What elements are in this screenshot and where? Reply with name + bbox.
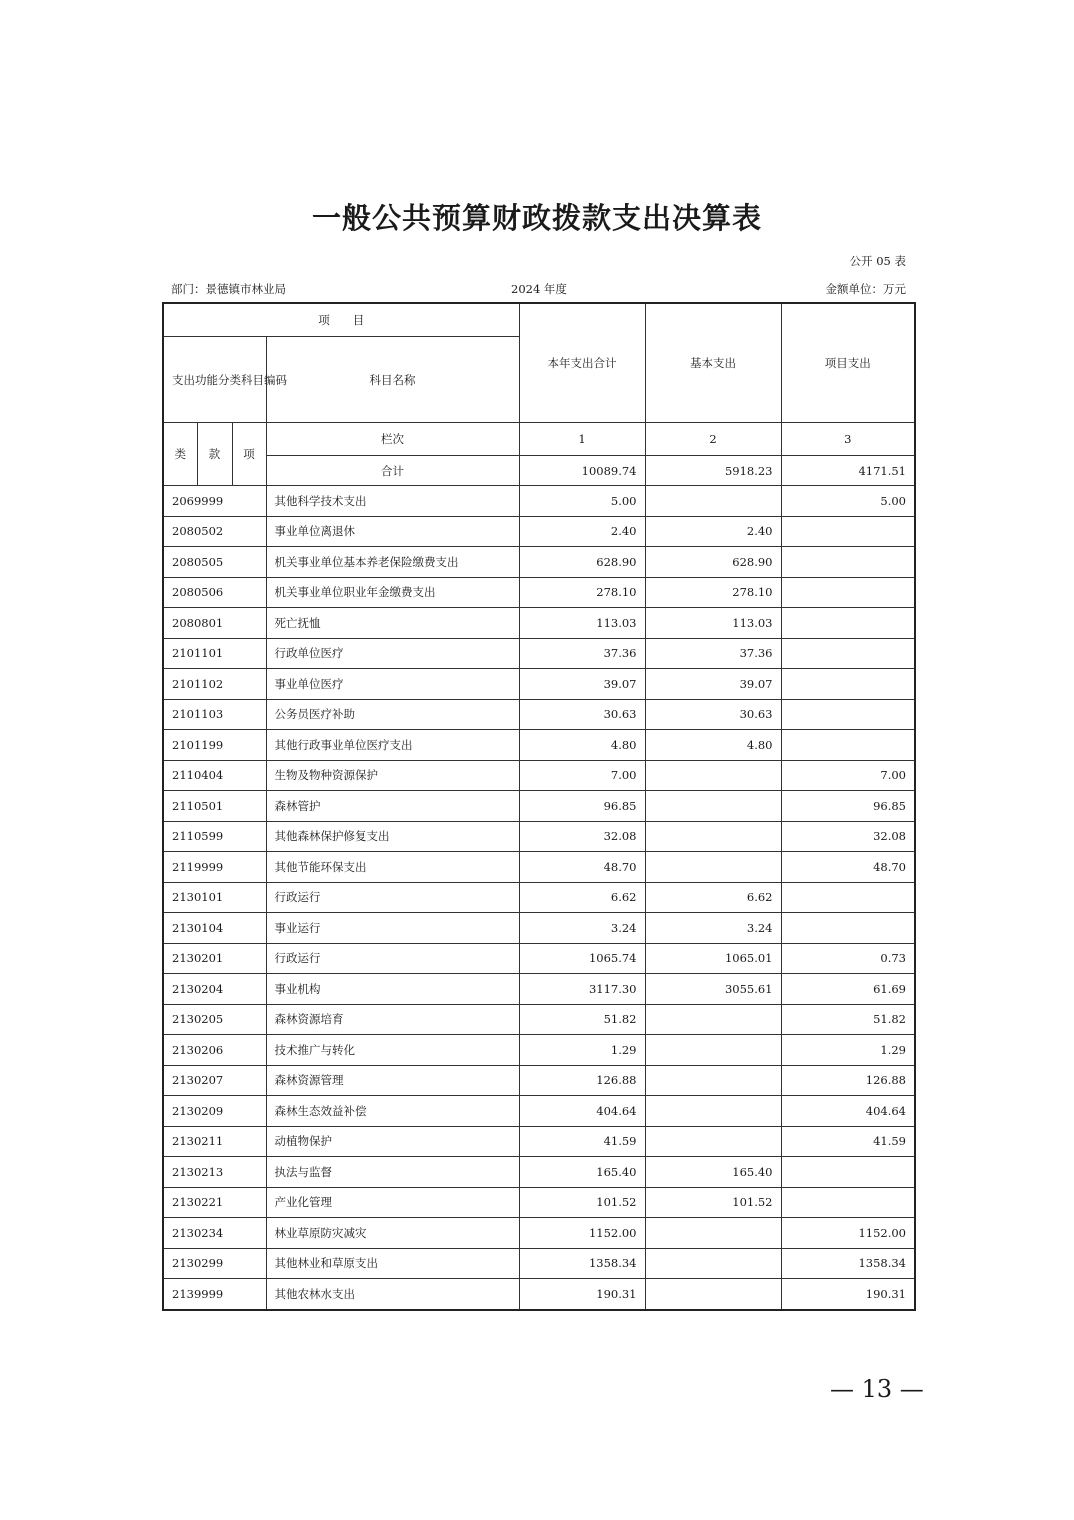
table-row bbox=[163, 1096, 915, 1127]
header-total: 本年支出合计 bbox=[519, 303, 645, 423]
row-name: 其他森林保护修复支出 bbox=[266, 821, 519, 852]
row-basic-amount bbox=[645, 1218, 781, 1249]
table-row bbox=[163, 638, 915, 669]
row-name: 机关事业单位基本养老保险缴费支出 bbox=[266, 547, 519, 578]
table-row bbox=[163, 882, 915, 913]
row-name: 生物及物种资源保护 bbox=[266, 760, 519, 791]
row-basic-amount bbox=[645, 852, 781, 883]
row-code: 2101103 bbox=[163, 699, 266, 730]
row-project-amount: 32.08 bbox=[781, 821, 915, 852]
table-row bbox=[163, 1187, 915, 1218]
row-project-amount bbox=[781, 516, 915, 547]
table-row bbox=[163, 821, 915, 852]
row-basic-amount bbox=[645, 1035, 781, 1066]
row-total-amount: 4.80 bbox=[519, 730, 645, 761]
row-code: 2119999 bbox=[163, 852, 266, 883]
header-basic: 基本支出 bbox=[645, 303, 781, 423]
row-project-amount bbox=[781, 1157, 915, 1188]
row-project-amount bbox=[781, 608, 915, 639]
row-project-amount: 5.00 bbox=[781, 486, 915, 517]
header-kuan: 款 bbox=[197, 423, 232, 486]
row-code: 2110404 bbox=[163, 760, 266, 791]
totals-label: 合计 bbox=[266, 456, 519, 486]
table-row bbox=[163, 1218, 915, 1249]
header-row-item bbox=[163, 303, 915, 337]
table-row bbox=[163, 1004, 915, 1035]
row-name: 其他林业和草原支出 bbox=[266, 1248, 519, 1279]
row-name: 森林资源培育 bbox=[266, 1004, 519, 1035]
table-row bbox=[163, 577, 915, 608]
row-basic-amount bbox=[645, 486, 781, 517]
row-name: 公务员医疗补助 bbox=[266, 699, 519, 730]
row-total-amount: 7.00 bbox=[519, 760, 645, 791]
row-code: 2130201 bbox=[163, 943, 266, 974]
row-total-amount: 1152.00 bbox=[519, 1218, 645, 1249]
column-index-3: 3 bbox=[781, 423, 915, 456]
row-basic-amount bbox=[645, 1065, 781, 1096]
row-code: 2130205 bbox=[163, 1004, 266, 1035]
totals-project: 4171.51 bbox=[781, 456, 915, 486]
row-name: 其他节能环保支出 bbox=[266, 852, 519, 883]
row-total-amount: 1065.74 bbox=[519, 943, 645, 974]
table-row bbox=[163, 516, 915, 547]
row-project-amount: 7.00 bbox=[781, 760, 915, 791]
row-basic-amount: 3.24 bbox=[645, 913, 781, 944]
totals-total: 10089.74 bbox=[519, 456, 645, 486]
row-total-amount: 126.88 bbox=[519, 1065, 645, 1096]
row-name: 森林资源管理 bbox=[266, 1065, 519, 1096]
row-name: 死亡抚恤 bbox=[266, 608, 519, 639]
row-name: 行政运行 bbox=[266, 943, 519, 974]
row-basic-amount: 278.10 bbox=[645, 577, 781, 608]
row-basic-amount: 37.36 bbox=[645, 638, 781, 669]
table-row bbox=[163, 913, 915, 944]
row-basic-amount bbox=[645, 1248, 781, 1279]
row-name: 产业化管理 bbox=[266, 1187, 519, 1218]
row-name: 事业单位离退休 bbox=[266, 516, 519, 547]
row-basic-amount: 4.80 bbox=[645, 730, 781, 761]
row-total-amount: 278.10 bbox=[519, 577, 645, 608]
table-row bbox=[163, 699, 915, 730]
row-total-amount: 628.90 bbox=[519, 547, 645, 578]
row-total-amount: 2.40 bbox=[519, 516, 645, 547]
row-total-amount: 30.63 bbox=[519, 699, 645, 730]
page-number: — 13 — bbox=[830, 1375, 924, 1403]
row-code: 2101101 bbox=[163, 638, 266, 669]
row-name: 森林生态效益补偿 bbox=[266, 1096, 519, 1127]
row-basic-amount bbox=[645, 1279, 781, 1310]
row-code: 2110599 bbox=[163, 821, 266, 852]
row-code: 2130204 bbox=[163, 974, 266, 1005]
row-name: 技术推广与转化 bbox=[266, 1035, 519, 1066]
row-project-amount: 1358.34 bbox=[781, 1248, 915, 1279]
budget-table-body bbox=[163, 303, 915, 1310]
row-name: 机关事业单位职业年金缴费支出 bbox=[266, 577, 519, 608]
row-basic-amount: 2.40 bbox=[645, 516, 781, 547]
table-row bbox=[163, 1279, 915, 1310]
table-row bbox=[163, 760, 915, 791]
row-project-amount: 51.82 bbox=[781, 1004, 915, 1035]
row-name: 动植物保护 bbox=[266, 1126, 519, 1157]
column-index-1: 1 bbox=[519, 423, 645, 456]
row-total-amount: 101.52 bbox=[519, 1187, 645, 1218]
currency-unit-label: 金额单位：万元 bbox=[825, 282, 906, 296]
row-total-amount: 165.40 bbox=[519, 1157, 645, 1188]
row-total-amount: 1.29 bbox=[519, 1035, 645, 1066]
header-name: 科目名称 bbox=[266, 337, 519, 423]
row-project-amount bbox=[781, 913, 915, 944]
row-name: 其他农林水支出 bbox=[266, 1279, 519, 1310]
table-row bbox=[163, 943, 915, 974]
table-row bbox=[163, 1157, 915, 1188]
totals-basic: 5918.23 bbox=[645, 456, 781, 486]
table-row bbox=[163, 852, 915, 883]
row-name: 其他科学技术支出 bbox=[266, 486, 519, 517]
row-code: 2110501 bbox=[163, 791, 266, 822]
row-project-amount: 0.73 bbox=[781, 943, 915, 974]
header-xiang: 项 bbox=[232, 423, 266, 486]
row-project-amount: 1.29 bbox=[781, 1035, 915, 1066]
row-total-amount: 5.00 bbox=[519, 486, 645, 517]
row-code: 2101102 bbox=[163, 669, 266, 700]
table-row bbox=[163, 1035, 915, 1066]
row-total-amount: 113.03 bbox=[519, 608, 645, 639]
row-project-amount: 61.69 bbox=[781, 974, 915, 1005]
row-basic-amount: 3055.61 bbox=[645, 974, 781, 1005]
row-name: 森林管护 bbox=[266, 791, 519, 822]
department-label: 部门：景德镇市林业局 bbox=[171, 282, 286, 296]
row-code: 2130299 bbox=[163, 1248, 266, 1279]
row-total-amount: 32.08 bbox=[519, 821, 645, 852]
row-basic-amount bbox=[645, 1096, 781, 1127]
row-code: 2130221 bbox=[163, 1187, 266, 1218]
totals-row bbox=[163, 456, 915, 486]
row-basic-amount: 30.63 bbox=[645, 699, 781, 730]
header-item: 项 目 bbox=[163, 303, 519, 337]
row-code: 2080506 bbox=[163, 577, 266, 608]
row-code: 2130211 bbox=[163, 1126, 266, 1157]
row-basic-amount: 6.62 bbox=[645, 882, 781, 913]
row-project-amount: 404.64 bbox=[781, 1096, 915, 1127]
row-project-amount: 1152.00 bbox=[781, 1218, 915, 1249]
table-row bbox=[163, 547, 915, 578]
row-basic-amount: 1065.01 bbox=[645, 943, 781, 974]
row-project-amount bbox=[781, 669, 915, 700]
row-basic-amount bbox=[645, 791, 781, 822]
table-row bbox=[163, 486, 915, 517]
form-number: 公开 05 表 bbox=[849, 254, 906, 268]
row-project-amount: 126.88 bbox=[781, 1065, 915, 1096]
row-total-amount: 37.36 bbox=[519, 638, 645, 669]
row-code: 2139999 bbox=[163, 1279, 266, 1310]
row-project-amount bbox=[781, 638, 915, 669]
row-name: 事业运行 bbox=[266, 913, 519, 944]
row-basic-amount: 39.07 bbox=[645, 669, 781, 700]
row-basic-amount: 628.90 bbox=[645, 547, 781, 578]
row-basic-amount bbox=[645, 760, 781, 791]
row-basic-amount: 113.03 bbox=[645, 608, 781, 639]
table-row bbox=[163, 1248, 915, 1279]
row-project-amount bbox=[781, 730, 915, 761]
row-total-amount: 51.82 bbox=[519, 1004, 645, 1035]
header-code: 支出功能分类科目编码 bbox=[163, 337, 266, 423]
row-code: 2130213 bbox=[163, 1157, 266, 1188]
row-project-amount: 41.59 bbox=[781, 1126, 915, 1157]
row-total-amount: 48.70 bbox=[519, 852, 645, 883]
row-name: 林业草原防灾减灾 bbox=[266, 1218, 519, 1249]
page-title: 一般公共预算财政拨款支出决算表 bbox=[311, 201, 762, 235]
row-basic-amount bbox=[645, 821, 781, 852]
table-row bbox=[163, 1126, 915, 1157]
row-total-amount: 41.59 bbox=[519, 1126, 645, 1157]
header-row-column-index bbox=[163, 423, 915, 456]
row-code: 2080505 bbox=[163, 547, 266, 578]
row-basic-amount bbox=[645, 1004, 781, 1035]
table-row bbox=[163, 974, 915, 1005]
table-row bbox=[163, 791, 915, 822]
row-total-amount: 96.85 bbox=[519, 791, 645, 822]
row-name: 事业机构 bbox=[266, 974, 519, 1005]
row-project-amount bbox=[781, 547, 915, 578]
row-project-amount: 48.70 bbox=[781, 852, 915, 883]
row-code: 2101199 bbox=[163, 730, 266, 761]
column-index-label: 栏次 bbox=[266, 423, 519, 456]
row-project-amount bbox=[781, 1187, 915, 1218]
row-code: 2130104 bbox=[163, 913, 266, 944]
row-project-amount bbox=[781, 699, 915, 730]
row-name: 行政单位医疗 bbox=[266, 638, 519, 669]
row-code: 2130209 bbox=[163, 1096, 266, 1127]
table-row bbox=[163, 730, 915, 761]
row-code: 2069999 bbox=[163, 486, 266, 517]
row-code: 2130101 bbox=[163, 882, 266, 913]
row-basic-amount bbox=[645, 1126, 781, 1157]
row-code: 2130206 bbox=[163, 1035, 266, 1066]
row-total-amount: 190.31 bbox=[519, 1279, 645, 1310]
budget-table bbox=[162, 302, 916, 1311]
row-name: 执法与监督 bbox=[266, 1157, 519, 1188]
row-name: 行政运行 bbox=[266, 882, 519, 913]
row-total-amount: 1358.34 bbox=[519, 1248, 645, 1279]
row-total-amount: 6.62 bbox=[519, 882, 645, 913]
row-code: 2130234 bbox=[163, 1218, 266, 1249]
row-code: 2130207 bbox=[163, 1065, 266, 1096]
row-total-amount: 3117.30 bbox=[519, 974, 645, 1005]
row-code: 2080502 bbox=[163, 516, 266, 547]
row-name: 事业单位医疗 bbox=[266, 669, 519, 700]
row-name: 其他行政事业单位医疗支出 bbox=[266, 730, 519, 761]
header-lei: 类 bbox=[163, 423, 197, 486]
row-project-amount bbox=[781, 882, 915, 913]
row-project-amount: 96.85 bbox=[781, 791, 915, 822]
table-row bbox=[163, 608, 915, 639]
row-total-amount: 3.24 bbox=[519, 913, 645, 944]
row-total-amount: 39.07 bbox=[519, 669, 645, 700]
row-code: 2080801 bbox=[163, 608, 266, 639]
column-index-2: 2 bbox=[645, 423, 781, 456]
fiscal-year-label: 2024 年度 bbox=[511, 282, 567, 296]
row-total-amount: 404.64 bbox=[519, 1096, 645, 1127]
row-basic-amount: 165.40 bbox=[645, 1157, 781, 1188]
header-project: 项目支出 bbox=[781, 303, 915, 423]
row-project-amount bbox=[781, 577, 915, 608]
row-basic-amount: 101.52 bbox=[645, 1187, 781, 1218]
table-row bbox=[163, 1065, 915, 1096]
table-row bbox=[163, 669, 915, 700]
row-project-amount: 190.31 bbox=[781, 1279, 915, 1310]
